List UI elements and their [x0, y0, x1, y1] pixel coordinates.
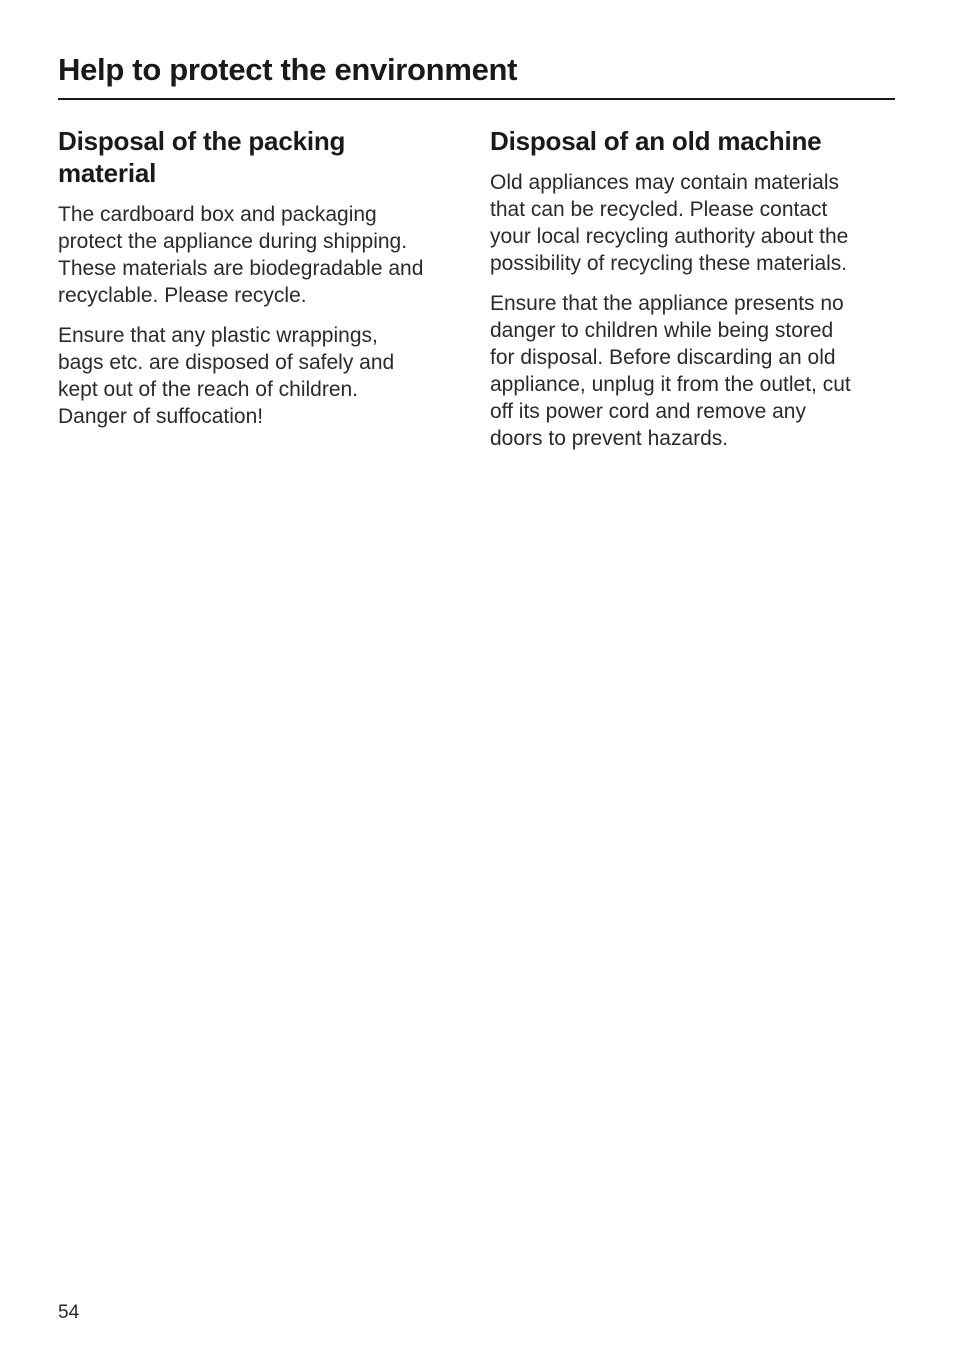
- page-number: 54: [58, 1302, 80, 1323]
- page-title: Help to protect the environment: [58, 52, 518, 87]
- paragraph: Ensure that the appliance presents no danger to children while being stored for disposal. Before discarding an old appliance, unplug it from the outlet, cut off its power cord and remove any doors to prevent hazards.: [490, 292, 851, 450]
- title-divider: [58, 98, 895, 100]
- paragraph: The cardboard box and packaging protect the appliance during shipping. These materials are biodegradable and recyclable. Please recycle.: [58, 203, 424, 307]
- section-old-machine-disposal: [490, 125, 900, 465]
- paragraph: Old appliances may contain materials that can be recycled. Please contact your local recycling authority about the possibility of recycling these materials.: [490, 171, 849, 275]
- section-heading: Disposal of the packing material: [58, 126, 346, 188]
- paragraph: Ensure that any plastic wrappings, bags etc. are disposed of safely and kept out of the reach of children. Danger of suffocation!: [58, 324, 395, 428]
- section-packing-disposal: [58, 125, 468, 443]
- section-heading: Disposal of an old machine: [490, 126, 822, 156]
